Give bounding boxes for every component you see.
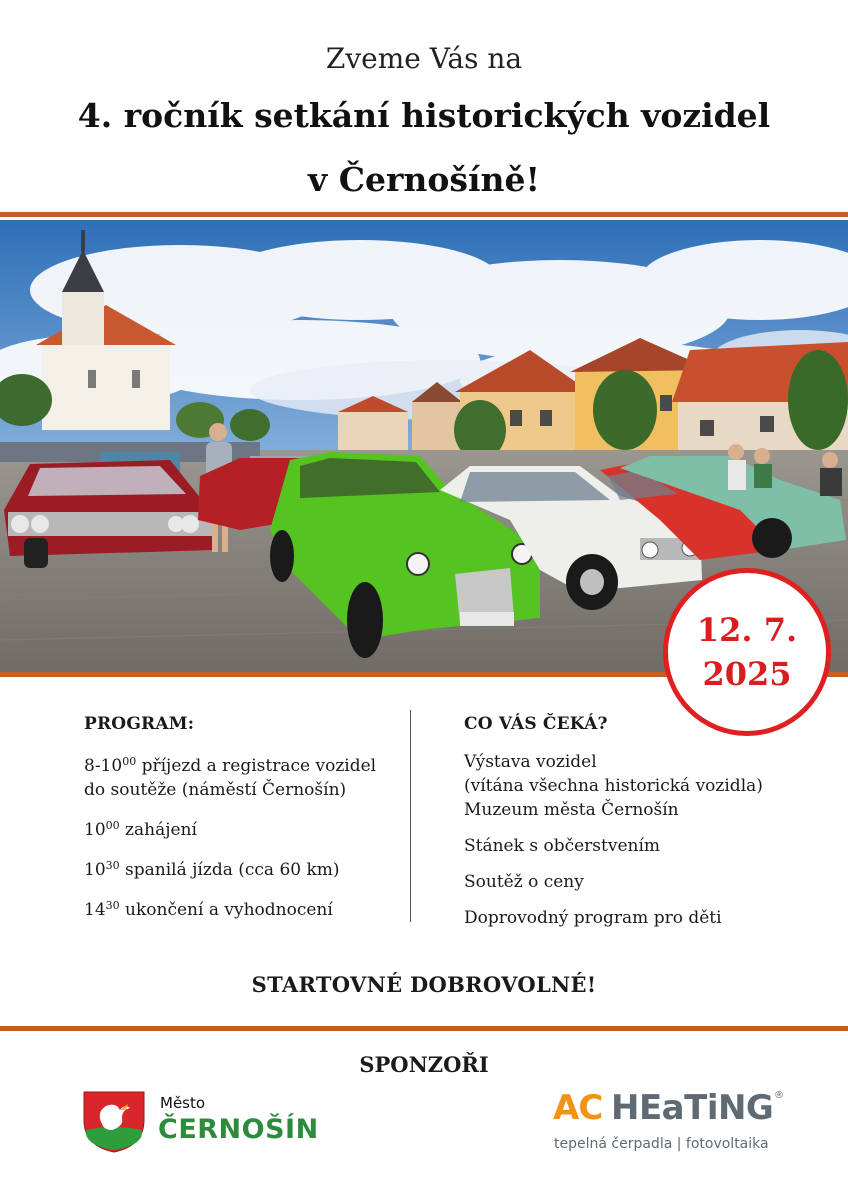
- date-year: 2025: [702, 655, 792, 693]
- event-title: 4. ročník setkání historických vozidel: [77, 96, 771, 135]
- offer-text: Výstava vozidel: [464, 752, 597, 772]
- program-time: 14: [84, 900, 106, 920]
- program-time: 10: [84, 820, 106, 840]
- cernosin-logo: [82, 1090, 342, 1154]
- program-time-sup: 00: [122, 755, 137, 768]
- ac-heating-logo-heating: HEaTiNG: [611, 1088, 774, 1128]
- program-item: [84, 854, 402, 882]
- top-rule: [0, 212, 848, 217]
- intro-text: Zveme Vás na: [325, 42, 523, 75]
- offer-item: [464, 870, 804, 894]
- program-item: [84, 894, 402, 922]
- program-time-sup: 00: [105, 819, 120, 832]
- ac-heating-logo-registered: ®: [774, 1090, 784, 1101]
- event-location: v Černošíně!: [308, 160, 540, 199]
- program-time-sup: 30: [105, 899, 120, 912]
- program-text: spanilá jízda (cca 60 km): [119, 860, 340, 880]
- program-text: zahájení: [119, 820, 197, 840]
- offer-heading: CO VÁS ČEKÁ?: [464, 714, 608, 734]
- program-item: [84, 750, 402, 802]
- program-time: 10: [84, 860, 106, 880]
- date-badge: [663, 568, 831, 736]
- cernosin-logo-small: Město: [160, 1094, 206, 1112]
- offer-item: [464, 834, 804, 858]
- ac-heating-logo: [553, 1088, 793, 1158]
- program-column: [84, 712, 402, 934]
- offer-text-line3: Muzeum města Černošín: [464, 800, 679, 820]
- offer-text: Doprovodný program pro děti: [464, 908, 722, 928]
- program-text: příjezd a registrace vozidel: [136, 756, 377, 776]
- offer-text: Stánek s občerstvením: [464, 836, 661, 856]
- sponsors-heading: SPONZOŘI: [359, 1052, 489, 1077]
- program-text-line2: do soutěže (náměstí Černošín): [84, 780, 347, 800]
- offer-column: [464, 712, 804, 942]
- sponsors-rule: [0, 1026, 848, 1031]
- entry-fee-notice: STARTOVNÉ DOBROVOLNÉ!: [251, 972, 597, 997]
- program-time: 8-10: [84, 756, 123, 776]
- program-text: ukončení a vyhodnocení: [119, 900, 333, 920]
- date-day-month: 12. 7.: [696, 611, 798, 649]
- offer-item: [464, 750, 804, 822]
- program-item: [84, 814, 402, 842]
- cernosin-crest-icon: [82, 1090, 146, 1154]
- offer-item: [464, 906, 804, 930]
- column-divider: [410, 710, 411, 922]
- ac-heating-logo-ac: AC: [553, 1088, 603, 1128]
- program-heading: PROGRAM:: [84, 714, 195, 734]
- ac-heating-tagline: tepelná čerpadla | fotovoltaika: [554, 1136, 769, 1152]
- cernosin-logo-name: ČERNOŠÍN: [158, 1114, 319, 1145]
- offer-text-line2: (vítána všechna historická vozidla): [464, 776, 763, 796]
- offer-text: Soutěž o ceny: [464, 872, 584, 892]
- program-time-sup: 30: [105, 859, 120, 872]
